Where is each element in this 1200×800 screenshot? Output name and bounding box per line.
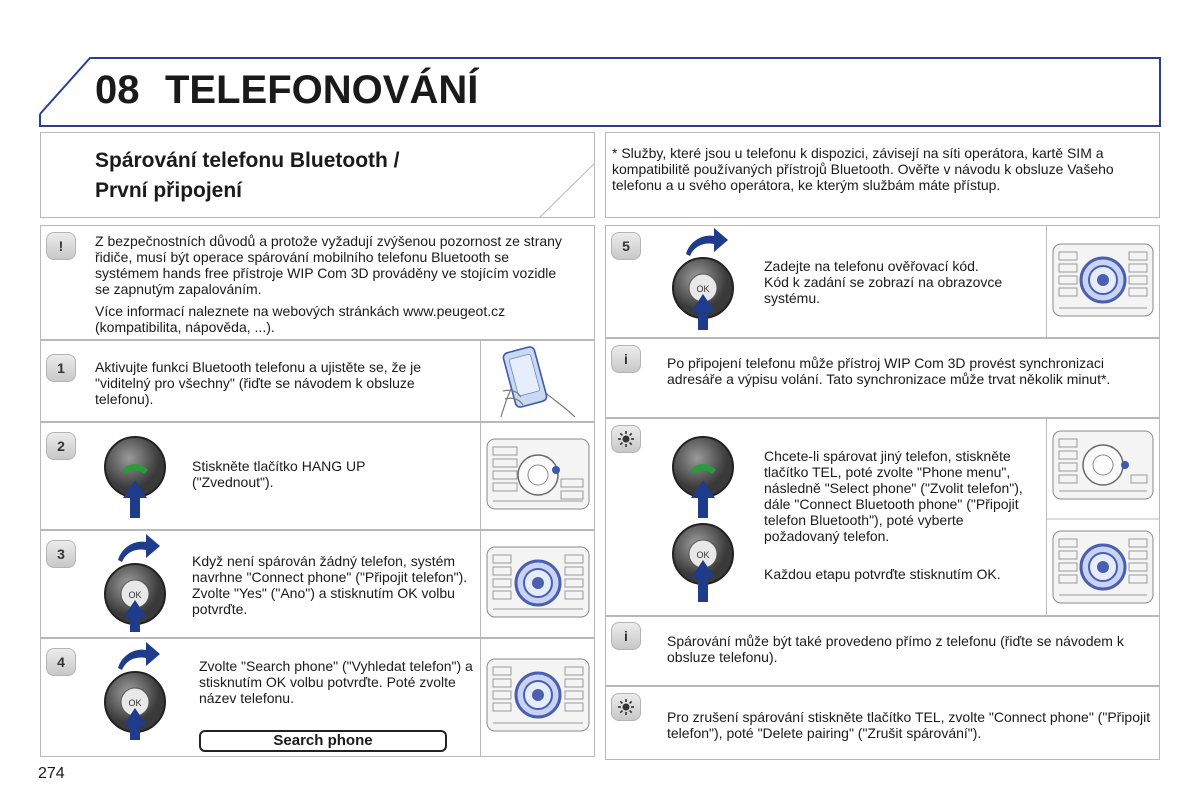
- step-5-badge: 5: [611, 232, 641, 260]
- info-2-text: Spárování může být také provedeno přímo z telefonu (řiďte se návodem k obsluze telefonu).: [667, 633, 1124, 665]
- radio-panel-illustration-step-3: [480, 531, 594, 637]
- rotary-knob-icon-step-5: [668, 226, 738, 335]
- step-3-badge: 3: [46, 540, 76, 568]
- knob-ok-label: OK: [128, 590, 142, 600]
- search-phone-button[interactable]: Search phone: [199, 730, 447, 752]
- radio-panel-illustrations-tip: [1046, 419, 1159, 615]
- tip-1-text: Chcete-li spárovat jiný telefon, stiskněte tlačítko TEL, poté zvolte "Phone menu", následně "Select phone" ("Zvolit telefon"), dále "Connect Bluetooth phone" ("Připojit telefon Bluetooth"), poté vyberte požadovaný telefon.: [764, 448, 1023, 544]
- step-4-badge: 4: [46, 648, 76, 676]
- tip-sun-icon: [611, 693, 641, 721]
- step-5-text: Zadejte na telefonu ověřovací kód. Kód k zadání se zobrazí na obrazovce systému.: [764, 258, 1003, 306]
- step-4-text: Zvolte "Search phone" ("Vyhledat telefon") a stisknutím OK volbu potvrďte. Poté zvolte název telefonu.: [199, 658, 473, 706]
- rotary-knob-icon-step-4: [100, 640, 170, 745]
- radio-panel-illustration-step-4: [480, 639, 594, 756]
- info-icon: i: [611, 622, 641, 650]
- hang-up-button-icon: [100, 432, 170, 525]
- knob-ok-label: OK: [696, 550, 710, 560]
- step-1-badge: 1: [46, 354, 76, 382]
- step-2-text: Stiskněte tlačítko HANG UP ("Zvednout").: [192, 458, 366, 490]
- rotary-knob-icon-tip: [668, 522, 738, 609]
- footnote-text: * Služby, které jsou u telefonu k dispozici, závisejí na síti operátora, kartě SIM a kompatibilitě používaných přístrojů Bluetooth. Ověřte v návodu k obsluze Vašeho telefonu a u svého operátora, ke kterým službám máte přístup.: [612, 145, 1114, 193]
- info-icon: i: [611, 345, 641, 373]
- page-number: 274: [38, 765, 65, 782]
- step-3-text: Když není spárován žádný telefon, systém navrhne "Connect phone" ("Připojit telefon"). Zvolte "Yes" ("Ano") a stisknutím OK volbu potvrďte.: [192, 553, 468, 617]
- warning-text: Z bezpečnostních důvodů a protože vyžadují zvýšenou pozornost ze strany řidiče, musí být operace spárování mobilního telefonu Bluetooth se systémem hands free přístroje WIP Com 3D prováděny ve stojícím vozidle se zapnutým zapalováním.: [95, 233, 562, 297]
- tip-sun-icon: [611, 425, 641, 453]
- phone-in-hand-illustration: [480, 341, 594, 421]
- section-title-line1: Spárování telefonu Bluetooth /: [95, 149, 400, 172]
- knob-ok-label: OK: [696, 284, 710, 294]
- info-1-text: Po připojení telefonu může přístroj WIP Com 3D provést synchronizaci adresáře a výpisu volání. Tato synchronizace může trvat několik minut*.: [667, 355, 1111, 387]
- section-title-line2: První připojení: [95, 179, 243, 202]
- tip-2-text: Pro zrušení spárování stiskněte tlačítko TEL, zvolte "Connect phone" ("Připojit telefon"), poté "Delete pairing" ("Zrušit spárování").: [667, 709, 1151, 741]
- step-1-text: Aktivujte funkci Bluetooth telefonu a ujistěte se, že je "viditelný pro všechny" (řiďte se návodem k obsluze telefonu).: [95, 359, 422, 407]
- exclamation-icon: !: [46, 232, 76, 260]
- radio-panel-illustration-step-2: [480, 423, 594, 529]
- warning-link-text: Více informací naleznete na webových stránkách www.peugeot.cz (kompatibilita, nápověda, ...).: [95, 303, 506, 335]
- hang-up-button-icon: [668, 432, 738, 525]
- chapter-number: 08: [95, 68, 140, 112]
- radio-panel-illustration-step-5: [1046, 226, 1159, 337]
- rotary-knob-icon-step-3: [100, 532, 170, 637]
- step-2-badge: 2: [46, 432, 76, 460]
- knob-ok-label: OK: [128, 698, 142, 708]
- tip-1-confirm-text: Každou etapu potvrďte stisknutím OK.: [764, 566, 1001, 582]
- chapter-title: TELEFONOVÁNÍ: [165, 68, 479, 112]
